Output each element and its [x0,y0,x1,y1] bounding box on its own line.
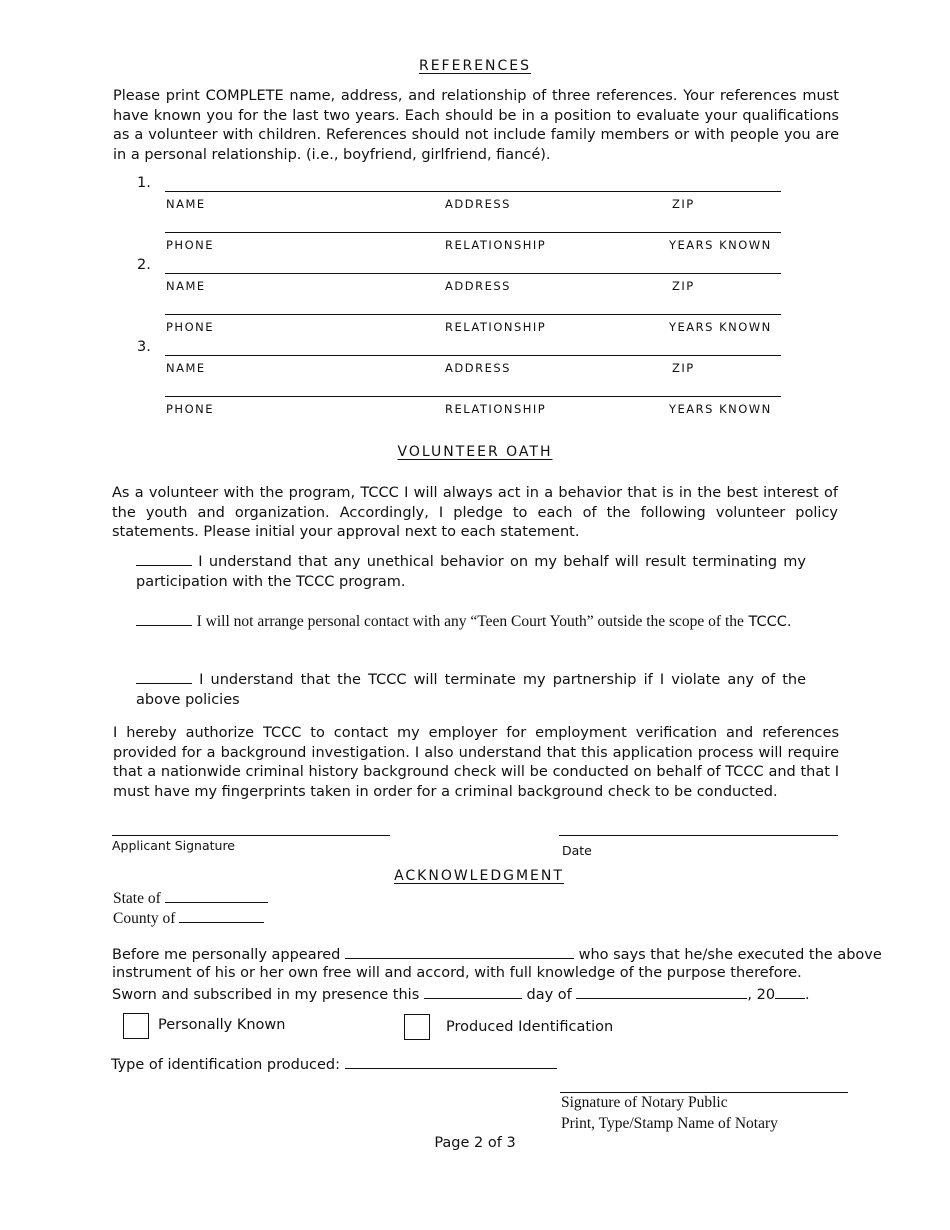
id-type-field: Type of identification produced: [111,1055,557,1073]
initial-line-1[interactable] [136,553,192,566]
relationship-label: RELATIONSHIP [445,402,547,416]
phone-relationship-years-line[interactable] [165,314,781,315]
name-label: NAME [166,361,206,375]
initial-line-3[interactable] [136,671,192,684]
sworn-year-line[interactable] [775,985,805,999]
sworn-month-line[interactable] [576,985,747,999]
acknowledgment-title: ACKNOWLEDGMENT [394,868,564,884]
notary-signature-line[interactable] [560,1092,848,1093]
state-field: State of [113,889,268,908]
address-label: ADDRESS [445,361,511,375]
page-number: Page 2 of 3 [434,1135,516,1151]
years-known-label: YEARS KNOWN [669,320,772,334]
oath-intro: As a volunteer with the program, TCCC I will always act in a behavior that is in the best interest of the youth and organization. Accordingly, I pledge to each of the following volunteer policy statements. Please initial your approval next to each statement. [112,485,838,541]
sworn-sentence: Sworn and subscribed in my presence this day of , 20 . [112,987,810,1003]
reference-number: 1. [137,175,151,191]
volunteer-oath-title: VOLUNTEER OATH [397,444,553,460]
phone-label: PHONE [166,320,215,334]
applicant-signature-line[interactable] [112,835,390,836]
oath-statement-1: I understand that any unethical behavior on my behalf will result terminating my participation with the TCCC program. [136,554,807,590]
oath-statement-3: I understand that the TCCC will terminate my partnership if I violate any of the above policies [136,672,807,708]
county-field: County of [113,909,264,928]
initial-line-2[interactable] [136,613,192,626]
phone-relationship-years-line[interactable] [165,396,781,397]
authorization-paragraph: I hereby authorize TCCC to contact my employer for employment verification and references provided for a background investigation. I also understand that this application process will require that a nationwide criminal history background check will be conducted on behalf of TCCC and that I must have my fingerprints taken in order for a criminal background check to be conducted. [113,725,839,800]
produced-identification-label: Produced Identification [446,1019,614,1035]
phone-label: PHONE [166,238,215,252]
address-label: ADDRESS [445,279,511,293]
zip-label: ZIP [672,361,695,375]
oath-statement-2: I will not arrange personal contact with any “Teen Court Youth” outside the scope of the TCCC. [136,612,806,633]
applicant-signature-label: Applicant Signature [112,838,235,853]
address-label: ADDRESS [445,197,511,211]
phone-relationship-years-line[interactable] [165,232,781,233]
instrument-sentence: instrument of his or her own free will and accord, with full knowledge of the purpose therefore. [112,965,802,981]
appeared-name-line[interactable] [345,945,574,959]
appeared-sentence: Before me personally appeared who says that he/she executed the above [112,947,882,963]
personally-known-checkbox[interactable] [123,1013,149,1039]
name-label: NAME [166,197,206,211]
name-address-zip-line[interactable] [165,191,781,192]
date-line[interactable] [559,835,838,836]
name-label: NAME [166,279,206,293]
name-address-zip-line[interactable] [165,355,781,356]
zip-label: ZIP [672,197,695,211]
references-intro: Please print COMPLETE name, address, and relationship of three references. Your references must have known you for the last two years. Each should be in a position to evaluate your qualifications as a volunteer with children. References should not include family members or with people you are in a personal relationship. (i.e., boyfriend, girlfriend, fiancé). [113,88,839,163]
years-known-label: YEARS KNOWN [669,402,772,416]
references-title: REFERENCES [418,58,532,74]
date-label: Date [562,843,592,858]
years-known-label: YEARS KNOWN [669,238,772,252]
sworn-day-line[interactable] [424,985,522,999]
produced-identification-checkbox[interactable] [404,1014,430,1040]
reference-number: 3. [137,339,151,355]
id-type-line[interactable] [345,1055,557,1069]
phone-label: PHONE [166,402,215,416]
reference-number: 2. [137,257,151,273]
notary-signature-label: Signature of Notary Public [561,1094,728,1111]
relationship-label: RELATIONSHIP [445,238,547,252]
state-line[interactable] [165,889,268,903]
notary-name-label: Print, Type/Stamp Name of Notary [561,1115,778,1132]
county-line[interactable] [179,909,264,923]
personally-known-label: Personally Known [158,1017,286,1033]
zip-label: ZIP [672,279,695,293]
name-address-zip-line[interactable] [165,273,781,274]
relationship-label: RELATIONSHIP [445,320,547,334]
